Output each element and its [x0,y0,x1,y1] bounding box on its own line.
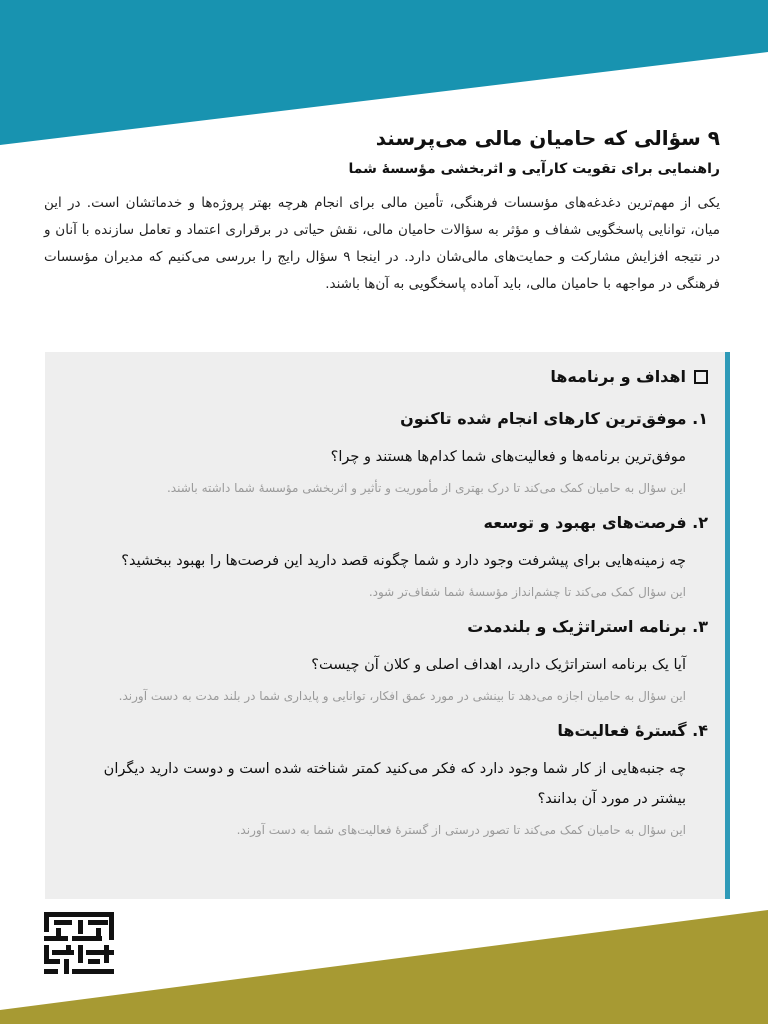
question-title: ۱. موفق‌ترین کارهای انجام شده تاکنون [400,409,708,428]
question-note: این سؤال به حامیان اجازه می‌دهد تا بینشی در مورد عمق افکار، توانایی و پایداری شما در بلند مدت به دست آورند. [118,689,686,703]
question-note: این سؤال به حامیان کمک می‌کند تا تصور درستی از گسترهٔ فعالیت‌های شما به دست آورند. [236,823,686,837]
article-header [40,120,720,298]
question-title: ۳. برنامه استراتژیک و بلندمدت [467,617,708,636]
question-title: ۴. گسترهٔ فعالیت‌ها [557,721,708,740]
question-text: موفق‌ترین برنامه‌ها و فعالیت‌های شما کدام‌ها هستند و چرا؟ [330,449,686,465]
question-item [68,718,708,840]
question-item [68,406,708,498]
page-title: ۹ سؤالی که حامیان مالی می‌پرسند [375,126,720,150]
section-heading [68,360,708,394]
question-text: آیا یک برنامه استراتژیک دارید، اهداف اصلی و کلان آن چیست؟ [311,657,686,673]
question-item [68,510,708,602]
question-note: این سؤال به حامیان کمک می‌کند تا درک بهتری از مأموریت و تأثیر و اثربخشی مؤسسهٔ شما داشته باشند. [166,481,686,495]
panel-accent-bar [725,352,730,899]
checkbox-icon [694,370,708,384]
page-subtitle: راهنمایی برای تقویت کارآیی و اثربخشی مؤسسهٔ شما [348,161,720,177]
logo-icon [44,912,114,974]
question-note: این سؤال کمک می‌کند تا چشم‌انداز مؤسسهٔ شما شفاف‌تر شود. [368,585,686,599]
question-item [68,614,708,706]
question-title: ۲. فرصت‌های بهبود و توسعه [483,513,708,532]
section-heading-label: اهداف و برنامه‌ها [550,367,686,386]
questions-panel [45,352,730,899]
intro-paragraph: یکی از مهم‌ترین دغدغه‌های مؤسسات فرهنگی، تأمین مالی برای انجام هرچه بهتر پروژه‌ها و خدماتشان است. در این میان، توانایی پاسخگویی شفاف و مؤثر به سؤالات حامیان مالی، نقش حیاتی در برقراری اعتماد و تعامل سازنده با آنان و در نتیجه افزایش مشارکت و حمایت‌های مالی‌شان دارد. در اینجا ۹ سؤال رایج را بررسی می‌کنیم که مدیران مؤسسات فرهنگی در مواجهه با حامیان مالی، باید آماده پاسخگویی به آن‌ها باشند. [44,195,720,292]
question-text: چه زمینه‌هایی برای پیشرفت وجود دارد و شما چگونه قصد دارید این فرصت‌ها را بهبود ببخشید؟ [121,553,686,569]
bottom-banner [0,900,768,1024]
question-text: چه جنبه‌هایی از کار شما وجود دارد که فکر می‌کنید کمتر شناخته شده است و دوست دارید دیگران بیشتر در مورد آن بدانند؟ [103,761,686,807]
